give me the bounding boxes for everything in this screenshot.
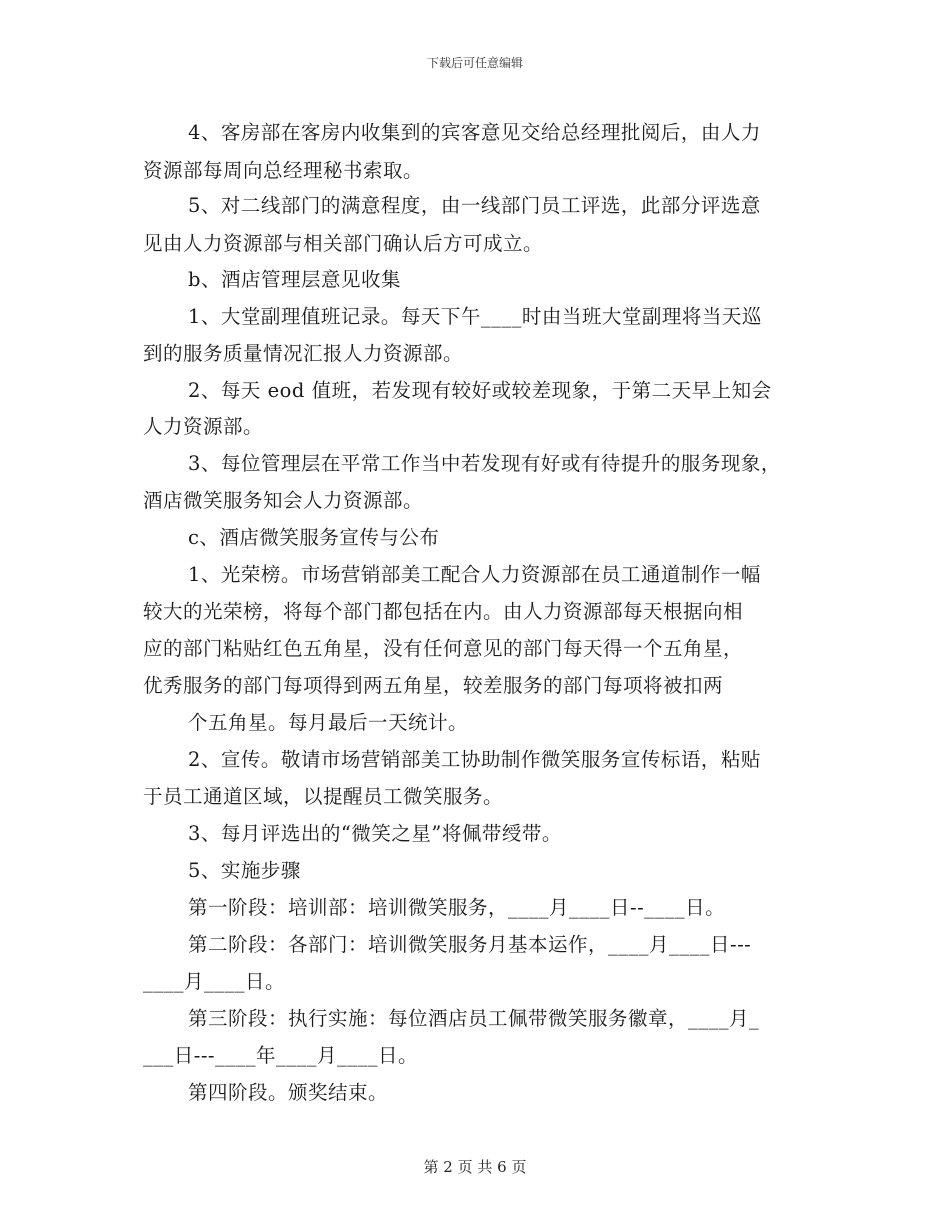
text-line: ___日---____年____月____日。 — [143, 1044, 419, 1067]
text-line: 2、宣传。敬请市场营销部美工协助制作微笑服务宣传标语，粘贴 — [188, 748, 761, 771]
section-heading: b、酒店管理层意见收集 — [188, 268, 401, 291]
text-line: 优秀服务的部门每项得到两五角星，较差服务的部门每项将被扣两 — [143, 674, 724, 697]
text-line: 到的服务质量情况汇报人力资源部。 — [143, 342, 464, 365]
page-number: 第 2 页 共 6 页 — [423, 1158, 527, 1176]
text-line: 资源部每周向总经理秘书索取。 — [143, 159, 424, 182]
text-line: 2、每天 eod 值班，若发现有较好或较差现象，于第二天早上知会 — [188, 379, 772, 402]
text-line: 应的部门粘贴红色五角星，没有任何意见的部门每天得一个五角星， — [143, 637, 744, 660]
text-line: 酒店微笑服务知会人力资源部。 — [143, 489, 424, 512]
text-line: 3、每月评选出的“微笑之星”将佩带绶带。 — [188, 822, 562, 845]
text-line: 个五角星。每月最后一天统计。 — [188, 711, 469, 734]
text-line: 第二阶段：各部门：培训微笑服务月基本运作，____月____日--- — [188, 933, 752, 956]
text-line: 第四阶段。颁奖结束。 — [188, 1081, 389, 1104]
text-line: 第三阶段：执行实施：每位酒店员工佩带微笑服务徽章，____月_ — [188, 1007, 760, 1030]
text-line: 1、大堂副理值班记录。每天下午____时由当班大堂副理将当天巡 — [188, 305, 762, 328]
text-line: 较大的光荣榜，将每个部门都包括在内。由人力资源部每天根据向相 — [143, 600, 744, 623]
section-heading: c、酒店微笑服务宣传与公布 — [188, 526, 440, 549]
text-line: 见由人力资源部与相关部门确认后方可成立。 — [143, 232, 544, 255]
text-line: 5、对二线部门的满意程度，由一线部门员工评选，此部分评选意 — [188, 194, 761, 217]
text-line: 第一阶段：培训部：培训微笑服务，____月____日--____日。 — [188, 896, 726, 919]
text-line: 3、每位管理层在平常工作当中若发现有好或有待提升的服务现象， — [188, 452, 781, 475]
page-header-note: 下载后可任意编辑 — [426, 56, 523, 70]
text-line: 于员工通道区域，以提醒员工微笑服务。 — [143, 785, 504, 808]
text-line: 人力资源部。 — [143, 415, 264, 438]
text-line: 4、客房部在客房内收集到的宾客意见交给总经理批阅后，由人力 — [188, 121, 761, 144]
text-line: 1、光荣榜。市场营销部美工配合人力资源部在员工通道制作一幅 — [188, 563, 761, 586]
text-line: ____月____日。 — [143, 970, 286, 993]
section-heading: 5、实施步骤 — [188, 859, 301, 882]
